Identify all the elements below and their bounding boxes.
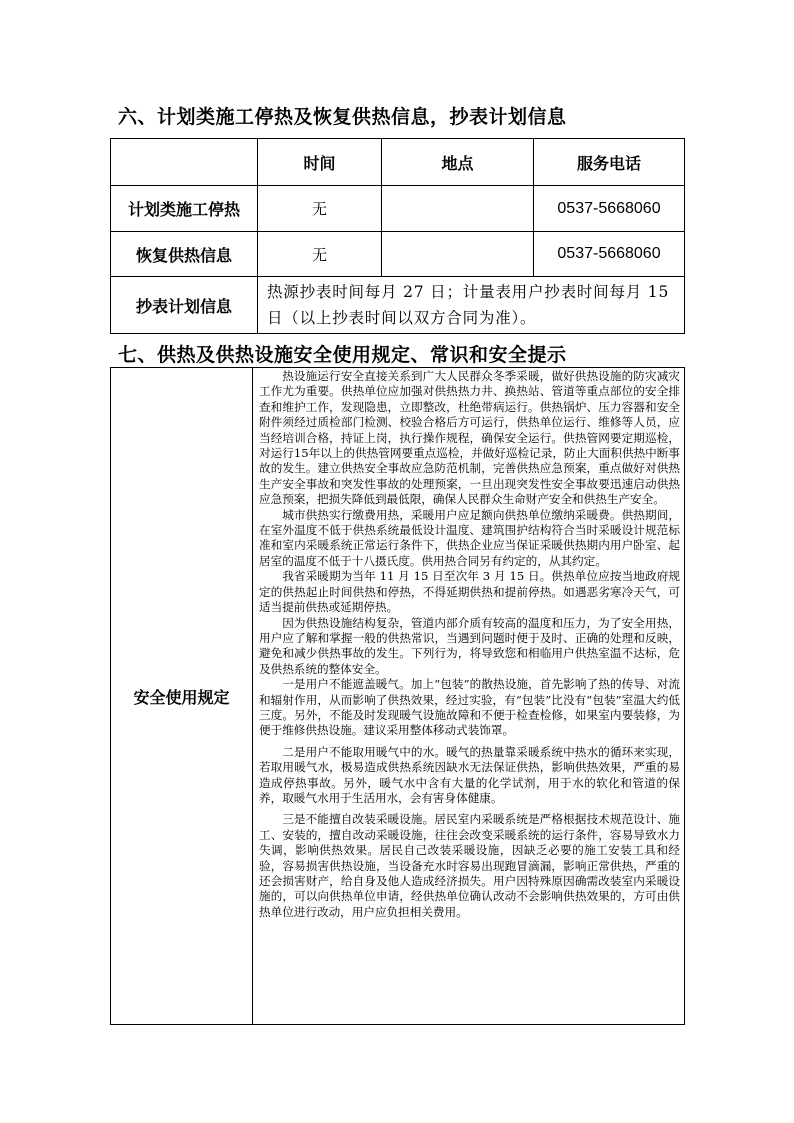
- row-phone-planned-stop: 0537-5668060: [534, 186, 685, 232]
- table-row: [111, 186, 685, 232]
- row-label-meter: 抄表计划信息: [111, 277, 258, 334]
- paragraph: 我省采暖期为当年 11 月 15 日至次年 3 月 15 日。供热单位应按当地政府规定的供热起止时间供热和停热，不得延期供热和提前停热。如遇恶劣寒冷天气，可适当提前供热或延期停热。: [259, 569, 680, 615]
- paragraph: 因为供热设施结构复杂，管道内部介质有较高的温度和压力，为了安全用热，用户应了解和掌握一般的供热常识，当遇到问题时便于及时、正确的处理和反映，避免和减少供热事故的发生。下列行为，将导致您和相临用户供热室温不达标，危及供热系统的整体安全。: [259, 615, 680, 676]
- header-empty: [111, 139, 258, 186]
- table-row: [111, 277, 685, 334]
- row-place-restore: [382, 232, 534, 277]
- row-time-planned-stop: 无: [258, 186, 382, 232]
- paragraph: 一是用户不能遮盖暖气。加上“包装”的散热设施，首先影响了热的传导、对流和辐射作用，从而影响了供热效果，经过实验，有“包装”比没有“包装”室温大约低三度。另外，不能及时发现暖气设施故障和不便于检查检修，如果室内要装修，为便于维修供热设施。建议采用整体移动式装饰罩。: [259, 677, 680, 738]
- table-row: [111, 368, 685, 1025]
- header-time: 时间: [258, 139, 382, 186]
- row-place-planned-stop: [382, 186, 534, 232]
- safety-rules-body: [253, 368, 685, 1025]
- paragraph: 三是不能擅自改装采暖设施。居民室内采暖系统是严格根据技术规范设计、施工、安装的，擅自改动采暖设施，往往会改变采暖系统的运行条件，容易导致水力失调，影响供热效果。居民自己改装采暖设施，因缺乏必要的施工安装工具和经验，容易损害供热设施，当设备充水时容易出现跑冒滴漏，影响正常供热，严重的还会损害财产，给自身及他人造成经济损失。用户因特殊原因确需改装室内采暖设施的，可以向供热单位申请，经供热单位确认改动不会影响供热效果的，方可由供热单位进行改动，用户应负担相关费用。: [259, 812, 680, 919]
- section-7-title: 七、供热及供热设施安全使用规定、常识和安全提示: [118, 344, 567, 366]
- paragraph: 城市供热实行缴费用热，采暖用户应足额向供热单位缴纳采暖费。供热期间，在室外温度不低于供热系统最低设计温度、建筑围护结构符合当时采暖设计规范标准和室内采暖系统正常运行条件下，供热企业应当保证采暖供热期内用户卧室、起居室的温度不低于十八摄氏度。供用热合同另有约定的，从其约定。: [259, 507, 680, 568]
- table-row: [111, 232, 685, 277]
- row-label-restore: 恢复供热信息: [111, 232, 258, 277]
- row-label-planned-stop: 计划类施工停热: [111, 186, 258, 232]
- row-text-meter: 热源抄表时间每月 27 日；计量表用户抄表时间每月 15 日（以上抄表时间以双方合同为准）。: [258, 277, 685, 334]
- header-place: 地点: [382, 139, 534, 186]
- table-header-row: [111, 139, 685, 186]
- row-phone-restore: 0537-5668060: [534, 232, 685, 277]
- section-6-title: 六、计划类施工停热及恢复供热信息，抄表计划信息: [118, 106, 567, 128]
- paragraph: 热设施运行安全直接关系到广大人民群众冬季采暖，做好供热设施的防灾减灾工作尤为重要。供热单位应加强对供热热力井、换热站、管道等重点部位的安全排查和维护工作，发现隐患，立即整改，杜绝带病运行。供热锅炉、压力容器和安全附件须经过质检部门检测、校验合格后方可运行，供热单位运行、维修等人员，应当经培训合格，持证上岗，执行操作规程，确保安全运行。供热管网要定期巡检，对运行15年以上的供热管网要重点巡检，并做好巡检记录，防止大面积供热中断事故的发生。建立供热安全事故应急防范机制，完善供热应急预案，重点做好对供热生产安全事故和突发性事故的处理预案，一旦出现突发性安全事故要迅速启动供热应急预案，把损失降低到最低限，确保人民群众生命财产安全和供热生产安全。: [259, 369, 680, 507]
- safety-rules-table: [110, 367, 685, 1025]
- paragraph: 二是用户不能取用暖气中的水。暖气的热量靠采暖系统中热水的循环来实现，若取用暖气水，极易造成供热系统因缺水无法保证供热，影响供热效果，严重的易造成停热事故。另外，暖气水中含有大量的化学试剂，用于水的软化和管道的保养，取暖气水用于生活用水，会有害身体健康。: [259, 744, 680, 805]
- row-time-restore: 无: [258, 232, 382, 277]
- safety-rules-label: 安全使用规定: [111, 368, 253, 1025]
- header-phone: 服务电话: [534, 139, 685, 186]
- heating-info-table: [110, 138, 685, 334]
